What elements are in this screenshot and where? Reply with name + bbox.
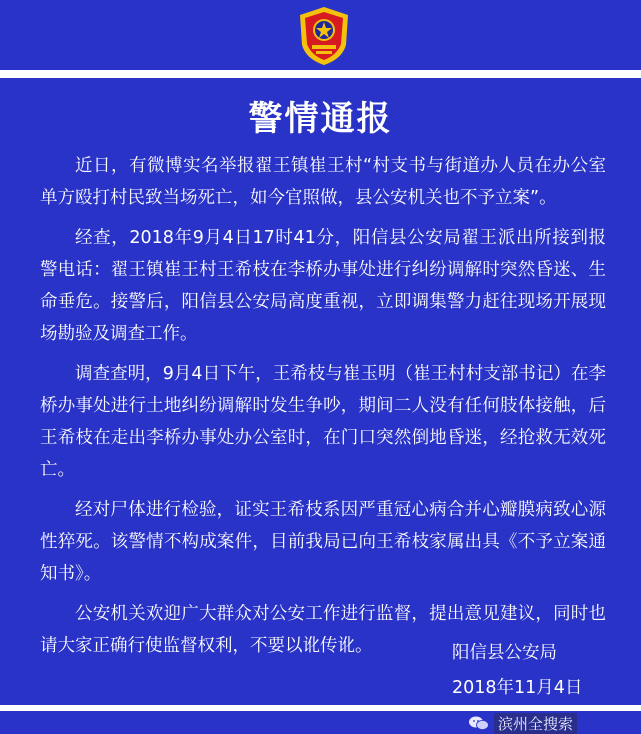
paragraph-appeal: 公安机关欢迎广大群众对公安工作进行监督，提出意见建议，同时也请大家正确行使监督权利，不要以讹传讹。: [40, 604, 606, 656]
bottom-divider: [0, 705, 641, 711]
paragraph-findings: 调查查明，9月4日下午，王希枝与崔玉明（崔王村村支部书记）在李桥办事处进行土地纠纷调解时发生争吵，期间二人没有任何肢体接触，后王希枝在走出李桥办事处办公室时，在门口突然倒地昏迷，经抢救无效死亡。: [40, 364, 606, 480]
police-emblem-icon: [296, 5, 352, 67]
paragraph-report: 近日，有微博实名举报翟王镇崔王村“村支书与街道办人员在办公室单方殴打村民致当场死亡，如今官照做，县公安机关也不予立案”。: [40, 156, 606, 208]
paragraph-autopsy: 经对尸体进行检验，证实王希枝系因严重冠心病合并心瓣膜病致心源性猝死。该警情不构成案件，目前我局已向王希枝家属出具《不予立案通知书》。: [40, 500, 606, 584]
wechat-icon: [468, 715, 490, 731]
top-divider: [0, 70, 641, 78]
watermark: [468, 712, 577, 734]
signature-org: 阳信县公安局: [452, 643, 557, 663]
page-title: 警情通报: [248, 99, 393, 139]
notice-body: [40, 150, 606, 670]
signature-date: 2018年11月4日: [452, 678, 583, 698]
paragraph-investigation: 经查，2018年9月4日17时41分，阳信县公安局翟王派出所接到报警电话：翟王镇崔王村王希枝在李桥办事处进行纠纷调解时突然昏迷、生命垂危。接警后，阳信县公安局高度重视，立即调集警力赶往现场开展现场勘验及调查工作。: [40, 228, 606, 344]
watermark-text: 滨州全搜索: [494, 713, 577, 734]
